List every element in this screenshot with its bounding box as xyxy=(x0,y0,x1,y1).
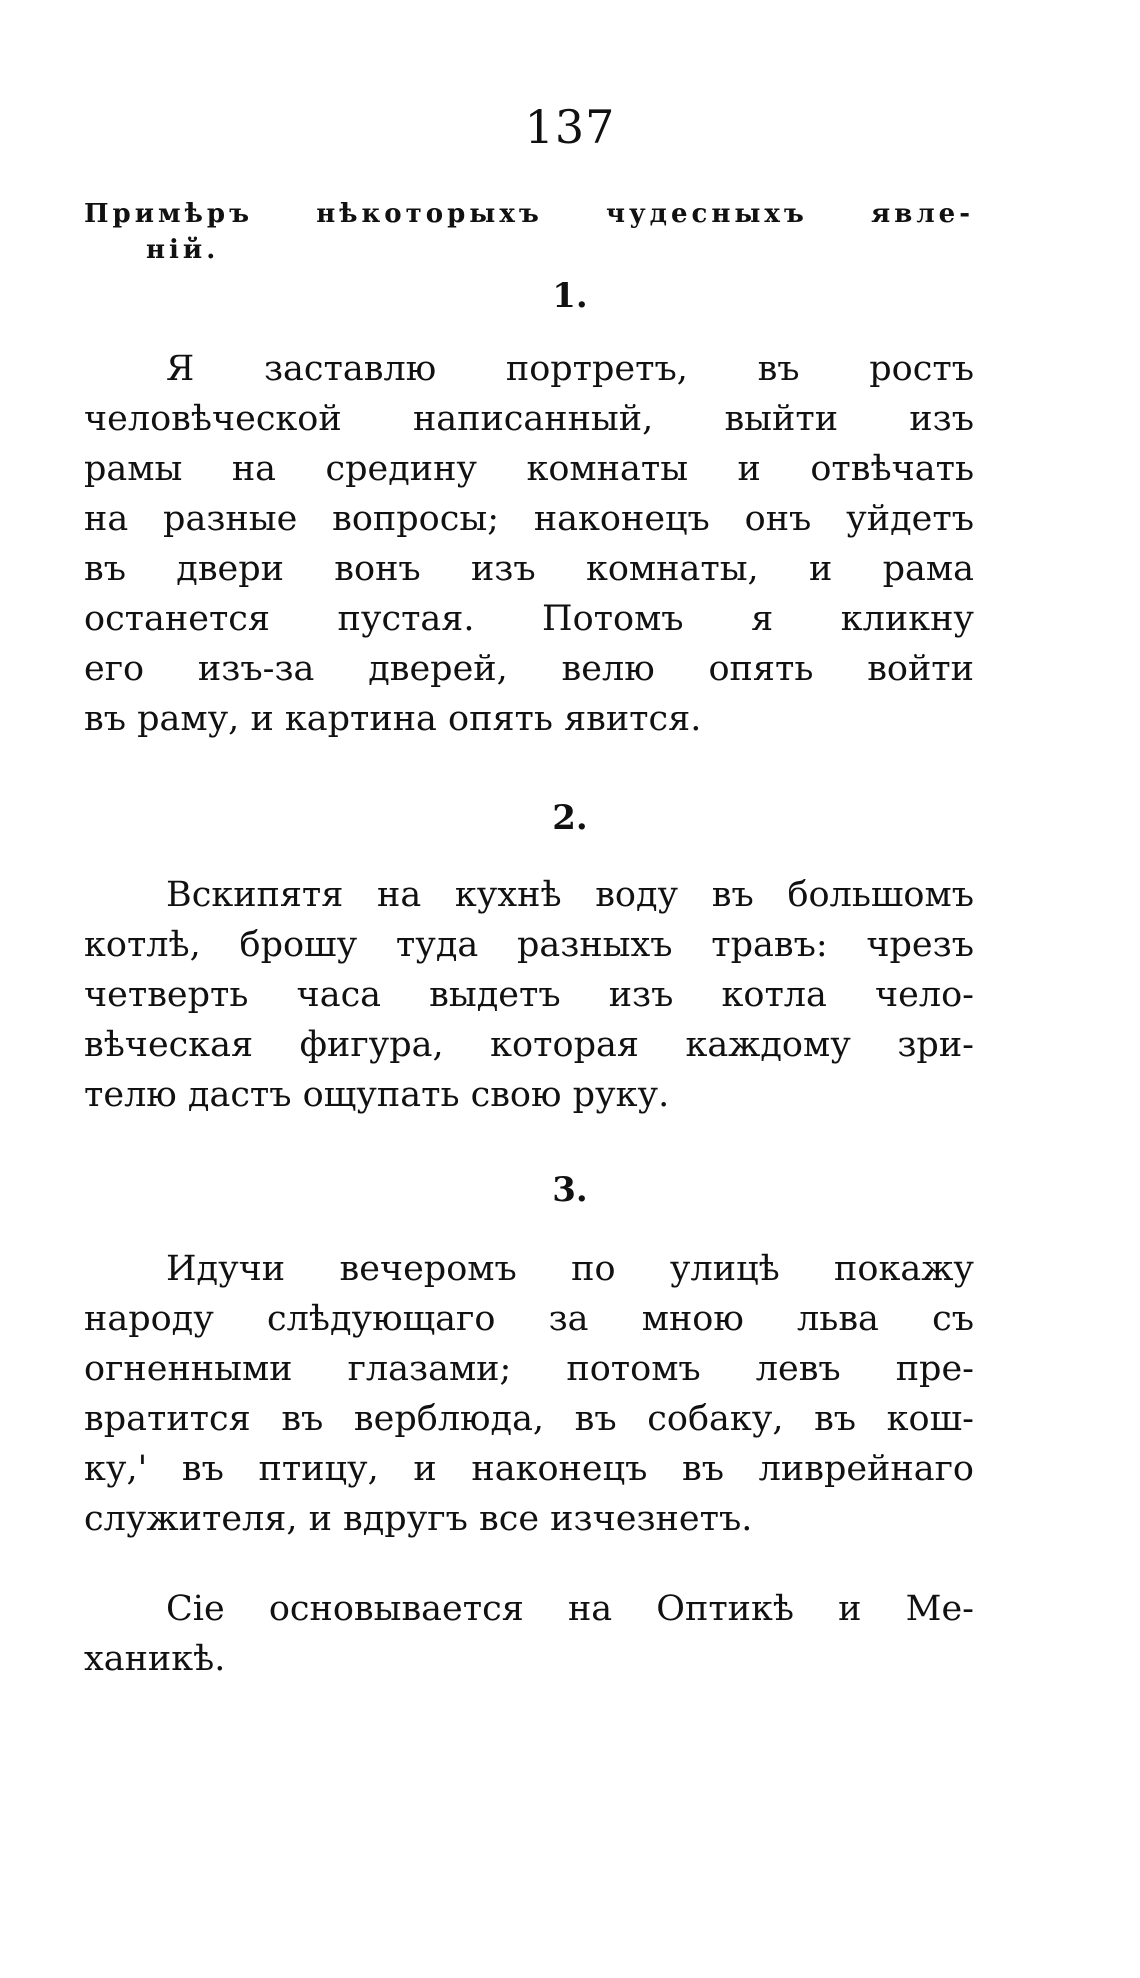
section-1-paragraph xyxy=(84,344,974,744)
paragraph-line: останется пустая. Потомъ я кликну xyxy=(84,599,974,639)
paragraph-line: Вскипятя на кухнѣ воду въ большомъ xyxy=(166,875,974,915)
paragraph-line: Я заставлю портретъ, въ ростъ xyxy=(166,349,974,389)
section-number-1: 1. xyxy=(552,276,588,316)
paragraph-line: вратится въ верблюда, въ собаку, въ кош- xyxy=(84,1399,974,1439)
paragraph-line: Идучи вечеромъ по улицѣ покажу xyxy=(166,1249,974,1289)
section-number-2: 2. xyxy=(552,798,588,838)
paragraph-line: четверть часа выдетъ изъ котла чело- xyxy=(84,975,974,1015)
paragraph-line: рамы на средину комнаты и отвѣчать xyxy=(84,449,974,489)
heading-line-2: ній. xyxy=(146,235,220,265)
paragraph-line: служителя, и вдругъ все изчезнетъ. xyxy=(84,1499,753,1539)
section-2-paragraph xyxy=(84,870,974,1120)
section-number-3: 3. xyxy=(552,1170,588,1210)
paragraph-line: вѣческая фигура, которая каждому зри- xyxy=(84,1025,974,1065)
paragraph-line: телю дастъ ощупать свою руку. xyxy=(84,1075,670,1115)
paragraph-line: котлѣ, брошу туда разныхъ травъ: чрезъ xyxy=(84,925,974,965)
chapter-heading xyxy=(84,196,974,268)
closing-paragraph xyxy=(84,1584,974,1684)
paragraph-line: народу слѣдующаго за мною льва съ xyxy=(84,1299,974,1339)
paragraph-line: человѣческой написанный, выйти изъ xyxy=(84,399,974,439)
heading-line-1: Примѣръ нѣкоторыхъ чудесныхъ явле- xyxy=(84,199,974,229)
paragraph-line: его изъ-за дверей, велю опять войти xyxy=(84,649,974,689)
paragraph-line: Сіе основывается на Оптикѣ и Ме- xyxy=(166,1589,974,1629)
section-3-paragraph xyxy=(84,1244,974,1544)
paragraph-line: ханикѣ. xyxy=(84,1639,226,1679)
paragraph-line: въ двери вонъ изъ комнаты, и рама xyxy=(84,549,974,589)
page-number: 137 xyxy=(524,100,616,154)
paragraph-line: ку,' въ птицу, и наконецъ въ ливрейнаго xyxy=(84,1449,974,1489)
paragraph-line: въ раму, и картина опять явится. xyxy=(84,699,702,739)
paragraph-line: на разные вопросы; наконецъ онъ уйдетъ xyxy=(84,499,974,539)
paragraph-line: огненными глазами; потомъ левъ пре- xyxy=(84,1349,974,1389)
